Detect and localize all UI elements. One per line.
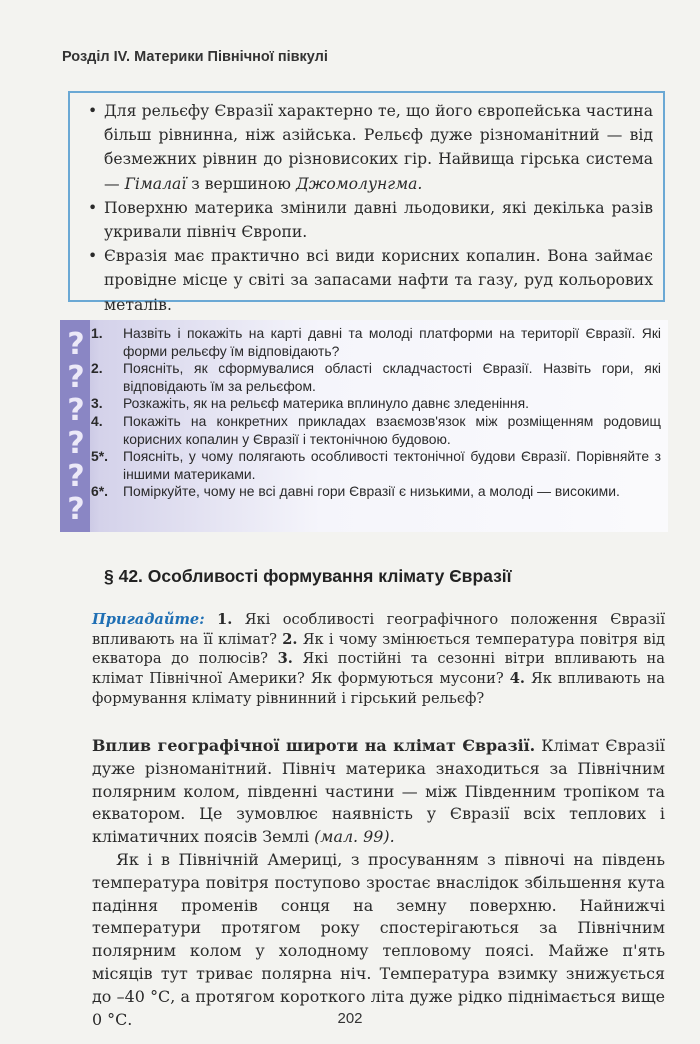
question-marks-strip (60, 320, 90, 532)
question-list (91, 325, 661, 501)
summary-box (68, 91, 665, 314)
recall-paragraph: Пригадайте: 1. Які особливості географічного положення Євразії впливають на її клімат? 2. Як і чому змінюється температура повітря від екватора до полюсів? 3. Які постійні та сезонні вітри впливають на клімат Північної Америки? Як формуються мусони? 4. Як впливають на формування клімату рівнинний і гірський рельєф? (92, 611, 666, 707)
page-number: 202 (337, 1010, 363, 1027)
question-item: 6*. Поміркуйте, чому не всі давні гори Євразії є низькими, а молоді — високими. (91, 483, 620, 500)
question-item: 4. Покажіть на конкретних прикладах взаємозв'язок між розміщенням родовищ корисних копалин у Євразії і тектонічною будовою. (91, 412, 661, 447)
question-item: 3. Розкажіть, як на рельєф материка вплинуло давнє зледеніння. (91, 395, 529, 412)
question-item: 1. Назвіть і покажіть на карті давні та молоді платформи на території Євразії. Які форми рельєфу їм відповідають? (91, 325, 661, 359)
recall-label: Пригадайте: (92, 611, 205, 628)
summary-item: • Поверхню материка змінили давні льодовики, які декілька разів укривали північ Європи. (88, 196, 653, 244)
question-mark-icon: ? (67, 492, 85, 527)
question-mark-icon: ? (67, 459, 85, 494)
paragraph: Як і в Північній Америці, з просуванням з півночі на південь температура повітря поступово зростає внаслідок збільшення кута падіння променів сонця на земну поверхню. Найнижчі температури протягом року спостерігаються за Північним полярним колом у холодному тепловому поясі. Майже п'ять місяців тут триває полярна ніч. Температура взимку знижується до –40 °С, а протягом короткого літа дуже рідко піднімається вище 0 °С. (92, 849, 665, 1029)
summary-item: • Євразія має практично всі види корисних копалин. Вона займає провідне місце у світі за запасами нафти та газу, руд кольорових металів. (88, 244, 653, 317)
question-mark-icon: ? (67, 393, 85, 428)
review-questions-box (60, 320, 668, 532)
question-mark-icon: ? (67, 426, 85, 461)
question-mark-icon: ? (67, 327, 85, 362)
question-mark-icon: ? (67, 360, 85, 395)
section-title: § 42. Особливості формування клімату Євразії (104, 566, 512, 586)
chapter-header: Розділ IV. Материки Північної півкулі (62, 49, 328, 65)
question-item: 2. Поясніть, як сформувалися області складчастості Євразії. Назвіть гори, які відповідають їм за рельєфом. (91, 360, 661, 394)
question-item: 5*. Поясніть, у чому полягають особливості тектонічної будови Євразії. Порівняйте з іншими материками. (91, 448, 661, 482)
paragraph: Вплив географічної широти на клімат Євразії. Клімат Євразії дуже різноманітний. Північ материка знаходиться за Північним полярним колом, південні частини — між Південним тропіком та екватором. Це зумовлює наявність у Євразії всіх теплових і кліматичних поясів Землі (мал. 99). (92, 736, 665, 847)
summary-item: • Для рельєфу Євразії характерно те, що його європейська частина більш рівнинна, ніж азійська. Рельєф дуже різноманітний — від безмежних рівнин до різновисоких гір. Найвища гірська система — Гімалаї з вершиною Джомолунгма. (88, 99, 653, 196)
body-text (92, 735, 665, 1031)
